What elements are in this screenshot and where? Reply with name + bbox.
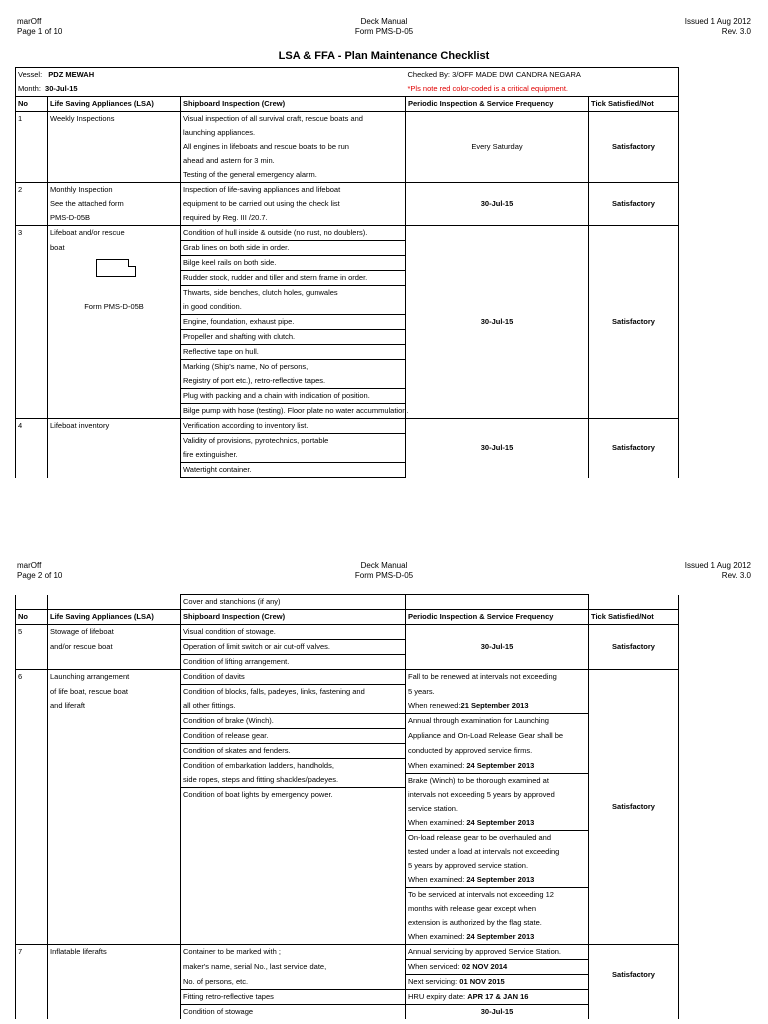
form-attachment-icon[interactable] xyxy=(96,259,136,277)
lsa-cell: PMS-D-05B xyxy=(48,211,181,226)
date-value: APR 17 & JAN 16 xyxy=(467,992,529,1001)
form-number: Form PMS-D-05 xyxy=(354,571,414,580)
inspection-cell: Watertight container. xyxy=(181,463,406,478)
issue-date: Issued 1 Aug 2012 xyxy=(684,17,751,26)
date-value: 24 September 2013 xyxy=(466,818,535,827)
date-value: 02 NOV 2014 xyxy=(461,962,508,971)
row-no: 5 xyxy=(16,625,48,670)
date-label: When examined: xyxy=(408,875,467,884)
form-number: Form PMS-D-05 xyxy=(354,27,414,36)
page-header xyxy=(0,561,768,583)
table-row xyxy=(16,112,679,127)
inspection-cell: Condition of skates and fenders. xyxy=(181,744,406,759)
periodic-cell: 30-Jul-15 xyxy=(406,226,589,419)
periodic-line: Brake (Winch) to be thorough examined at xyxy=(406,773,589,788)
inspection-cell: Condition of release gear. xyxy=(181,729,406,744)
vessel-row xyxy=(16,68,679,83)
critical-note: *Pls note red color-coded is a critical equipment. xyxy=(407,84,568,93)
periodic-date: 30-Jul-15 xyxy=(406,1005,589,1020)
date-label: When examined: xyxy=(408,760,467,770)
tick-cell: Satisfactory xyxy=(589,419,679,478)
inspection-cell: Inspection of life-saving appliances and lifeboat xyxy=(181,183,406,198)
inspection-cell: all other fittings. xyxy=(181,699,406,714)
inspection-cell: Operation of limit switch or air cut-off valves. xyxy=(181,640,406,655)
inspection-cell: Plug with packing and a chain with indication of position. xyxy=(181,389,406,404)
vessel-value: PDZ MEWAH xyxy=(48,70,95,79)
tick-cell: Satisfactory xyxy=(589,625,679,670)
inspection-cell: required by Reg. III /20.7. xyxy=(181,211,406,226)
issue-date: Issued 1 Aug 2012 xyxy=(684,561,751,570)
manual-name: Deck Manual xyxy=(360,561,408,570)
inspection-cell: fire extinguisher. xyxy=(181,448,406,463)
table-row xyxy=(16,625,679,640)
col-no: No xyxy=(16,97,48,112)
lsa-cell: See the attached form xyxy=(48,197,181,211)
tick-cell: Satisfactory xyxy=(589,670,679,945)
date-value: 24 September 2013 xyxy=(466,875,535,884)
date-label: When examined: xyxy=(408,932,467,941)
inspection-cell: ahead and astern for 3 min. xyxy=(181,154,406,168)
form-reference: Form PMS-D-05B xyxy=(48,300,181,315)
col-periodic: Periodic Inspection & Service Frequency xyxy=(406,97,589,112)
company-name: marOff xyxy=(17,17,42,26)
inspection-cell: Condition of brake (Winch). xyxy=(181,714,406,729)
col-inspection: Shipboard Inspection (Crew) xyxy=(181,97,406,112)
lsa-cell: Weekly Inspections xyxy=(48,112,181,127)
lsa-cell: and liferaft xyxy=(48,699,181,714)
inspection-cell: Fitting retro-reflective tapes xyxy=(181,990,406,1005)
date-label: HRU expiry date: xyxy=(408,992,468,1001)
page-number: Page 2 of 10 xyxy=(17,571,63,580)
col-no: No xyxy=(16,610,48,625)
checklist-table-page2 xyxy=(15,594,679,1019)
lsa-cell: and/or rescue boat xyxy=(48,640,181,655)
inspection-cell: Reflective tape on hull. xyxy=(181,345,406,360)
company-name: marOff xyxy=(17,561,42,570)
lsa-cell: boat xyxy=(48,241,181,256)
col-periodic: Periodic Inspection & Service Frequency xyxy=(406,610,589,625)
row-no: 1 xyxy=(16,112,48,183)
inspection-cell: Engine, foundation, exhaust pipe. xyxy=(181,315,406,330)
inspection-cell: Cover and stanchions (if any) xyxy=(181,595,406,610)
date-label: Next servicing: xyxy=(408,977,460,986)
column-headers xyxy=(16,610,679,625)
table-row xyxy=(16,183,679,198)
month-label: Month: xyxy=(18,84,41,93)
tick-cell: Satisfactory xyxy=(589,183,679,226)
lsa-cell: Inflatable liferafts xyxy=(48,945,181,960)
column-headers xyxy=(16,97,679,112)
date-label: When examined: xyxy=(408,818,467,827)
revision: Rev. 3.0 xyxy=(721,27,751,36)
periodic-line: months with release gear except when xyxy=(406,902,589,916)
inspection-cell: Bilge pump with hose (testing). Floor plate no water accummulation. xyxy=(181,404,406,419)
periodic-line: To be serviced at intervals not exceeding 12 xyxy=(406,888,589,903)
month-row xyxy=(16,82,679,97)
inspection-cell: Condition of stowage xyxy=(181,1005,406,1020)
inspection-cell: Thwarts, side benches, clutch holes, gunwales xyxy=(181,286,406,301)
inspection-cell: Rudder stock, rudder and tiller and stern frame in order. xyxy=(181,271,406,286)
inspection-cell: in good condition. xyxy=(181,300,406,315)
lsa-cell: Stowage of lifeboat xyxy=(48,625,181,640)
month-value: 30-Jul-15 xyxy=(45,84,78,93)
table-row xyxy=(16,419,679,434)
col-lsa: Life Saving Appliances (LSA) xyxy=(48,97,181,112)
periodic-cell: 30-Jul-15 xyxy=(406,183,589,226)
periodic-cell: Every Saturday xyxy=(406,112,589,183)
inspection-cell: equipment to be carried out using the check list xyxy=(181,197,406,211)
inspection-cell: Visual inspection of all survival craft, rescue boats and xyxy=(181,112,406,127)
inspection-cell: Verification according to inventory list. xyxy=(181,419,406,434)
tick-cell: Satisfactory xyxy=(589,112,679,183)
table-row xyxy=(16,226,679,241)
periodic-line: Fall to be renewed at intervals not exceeding xyxy=(406,670,589,685)
lsa-cell: Lifeboat and/or rescue xyxy=(48,226,181,241)
periodic-line: conducted by approved service firms. xyxy=(406,744,589,759)
inspection-cell: launching appliances. xyxy=(181,126,406,140)
inspection-cell: Bilge keel rails on both side. xyxy=(181,256,406,271)
inspection-cell: Visual condition of stowage. xyxy=(181,625,406,640)
checked-by: Checked By: 3/OFF MADE DWI CANDRA NEGARA xyxy=(407,70,581,79)
inspection-cell: maker's name, serial No., last service date, xyxy=(181,960,406,975)
date-value: 21 September 2013 xyxy=(460,701,529,710)
date-value: 01 NOV 2015 xyxy=(459,977,505,986)
date-label: When serviced: xyxy=(408,962,462,971)
periodic-line: Annual servicing by approved Service Station. xyxy=(406,945,589,960)
date-value: 24 September 2013 xyxy=(466,760,535,770)
date-label: When renewed: xyxy=(408,701,461,710)
periodic-line: tested under a load at intervals not exceeding xyxy=(406,845,589,859)
inspection-cell: All engines in lifeboats and rescue boats to be run xyxy=(181,140,406,154)
checklist-table-page1 xyxy=(15,67,679,478)
inspection-cell: side ropes, steps and fitting shackles/padeyes. xyxy=(181,773,406,788)
periodic-line: intervals not exceeding 5 years by approved xyxy=(406,788,589,803)
periodic-line: 5 years. xyxy=(406,685,589,700)
tick-cell: Satisfactory xyxy=(589,226,679,419)
inspection-cell: Testing of the general emergency alarm. xyxy=(181,168,406,183)
inspection-cell: Condition of hull inside & outside (no rust, no doublers). xyxy=(181,226,406,241)
periodic-line: service station. xyxy=(406,802,589,816)
table-row xyxy=(16,945,679,960)
inspection-cell: Condition of boat lights by emergency power. xyxy=(181,788,406,803)
date-value: 24 September 2013 xyxy=(466,932,535,941)
col-inspection: Shipboard Inspection (Crew) xyxy=(181,610,406,625)
lsa-cell: Monthly Inspection xyxy=(48,183,181,198)
inspection-cell: Propeller and shafting with clutch. xyxy=(181,330,406,345)
inspection-cell: Registry of port etc.), retro-reflective tapes. xyxy=(181,374,406,389)
vessel-label: Vessel: xyxy=(18,70,43,79)
page-2 xyxy=(0,561,768,583)
row-no: 2 xyxy=(16,183,48,226)
col-tick: Tick Satisfied/Not xyxy=(589,610,679,625)
col-tick: Tick Satisfied/Not xyxy=(589,97,679,112)
inspection-cell: Condition of embarkation ladders, handholds, xyxy=(181,759,406,774)
inspection-cell: No. of persons, etc. xyxy=(181,975,406,990)
lsa-cell: Launching arrangement xyxy=(48,670,181,685)
lsa-cell: Lifeboat inventory xyxy=(48,419,181,434)
periodic-line: 5 years by approved service station. xyxy=(406,859,589,873)
page-1 xyxy=(0,17,768,63)
inspection-cell: Grab lines on both side in order. xyxy=(181,241,406,256)
inspection-cell: Marking (Ship's name, No of persons, xyxy=(181,360,406,375)
row-no: 4 xyxy=(16,419,48,478)
periodic-line: Annual through examination for Launching xyxy=(406,714,589,729)
manual-name: Deck Manual xyxy=(360,17,408,26)
tick-cell: Satisfactory xyxy=(589,945,679,1005)
periodic-line: Appliance and On-Load Release Gear shall be xyxy=(406,729,589,744)
inspection-cell: Condition of davits xyxy=(181,670,406,685)
periodic-line: On-load release gear to be overhauled and xyxy=(406,831,589,846)
col-lsa: Life Saving Appliances (LSA) xyxy=(48,610,181,625)
table-row xyxy=(16,670,679,685)
document-title: LSA & FFA - Plan Maintenance Checklist xyxy=(278,50,490,62)
inspection-cell: Condition of lifting arrangement. xyxy=(181,655,406,670)
periodic-cell: 30-Jul-15 xyxy=(406,419,589,478)
periodic-cell: 30-Jul-15 xyxy=(406,625,589,670)
revision: Rev. 3.0 xyxy=(721,571,751,580)
inspection-cell: Validity of provisions, pyrotechnics, portable xyxy=(181,434,406,449)
inspection-cell: Container to be marked with ; xyxy=(181,945,406,960)
inspection-cell: Condition of blocks, falls, padeyes, links, fastening and xyxy=(181,685,406,700)
row-no: 3 xyxy=(16,226,48,419)
page-header xyxy=(0,17,768,39)
row-no: 6 xyxy=(16,670,48,945)
row-no: 7 xyxy=(16,945,48,1020)
page-number: Page 1 of 10 xyxy=(17,27,63,36)
lsa-cell: of life boat, rescue boat xyxy=(48,685,181,700)
periodic-line: extension is authorized by the flag state. xyxy=(406,916,589,930)
